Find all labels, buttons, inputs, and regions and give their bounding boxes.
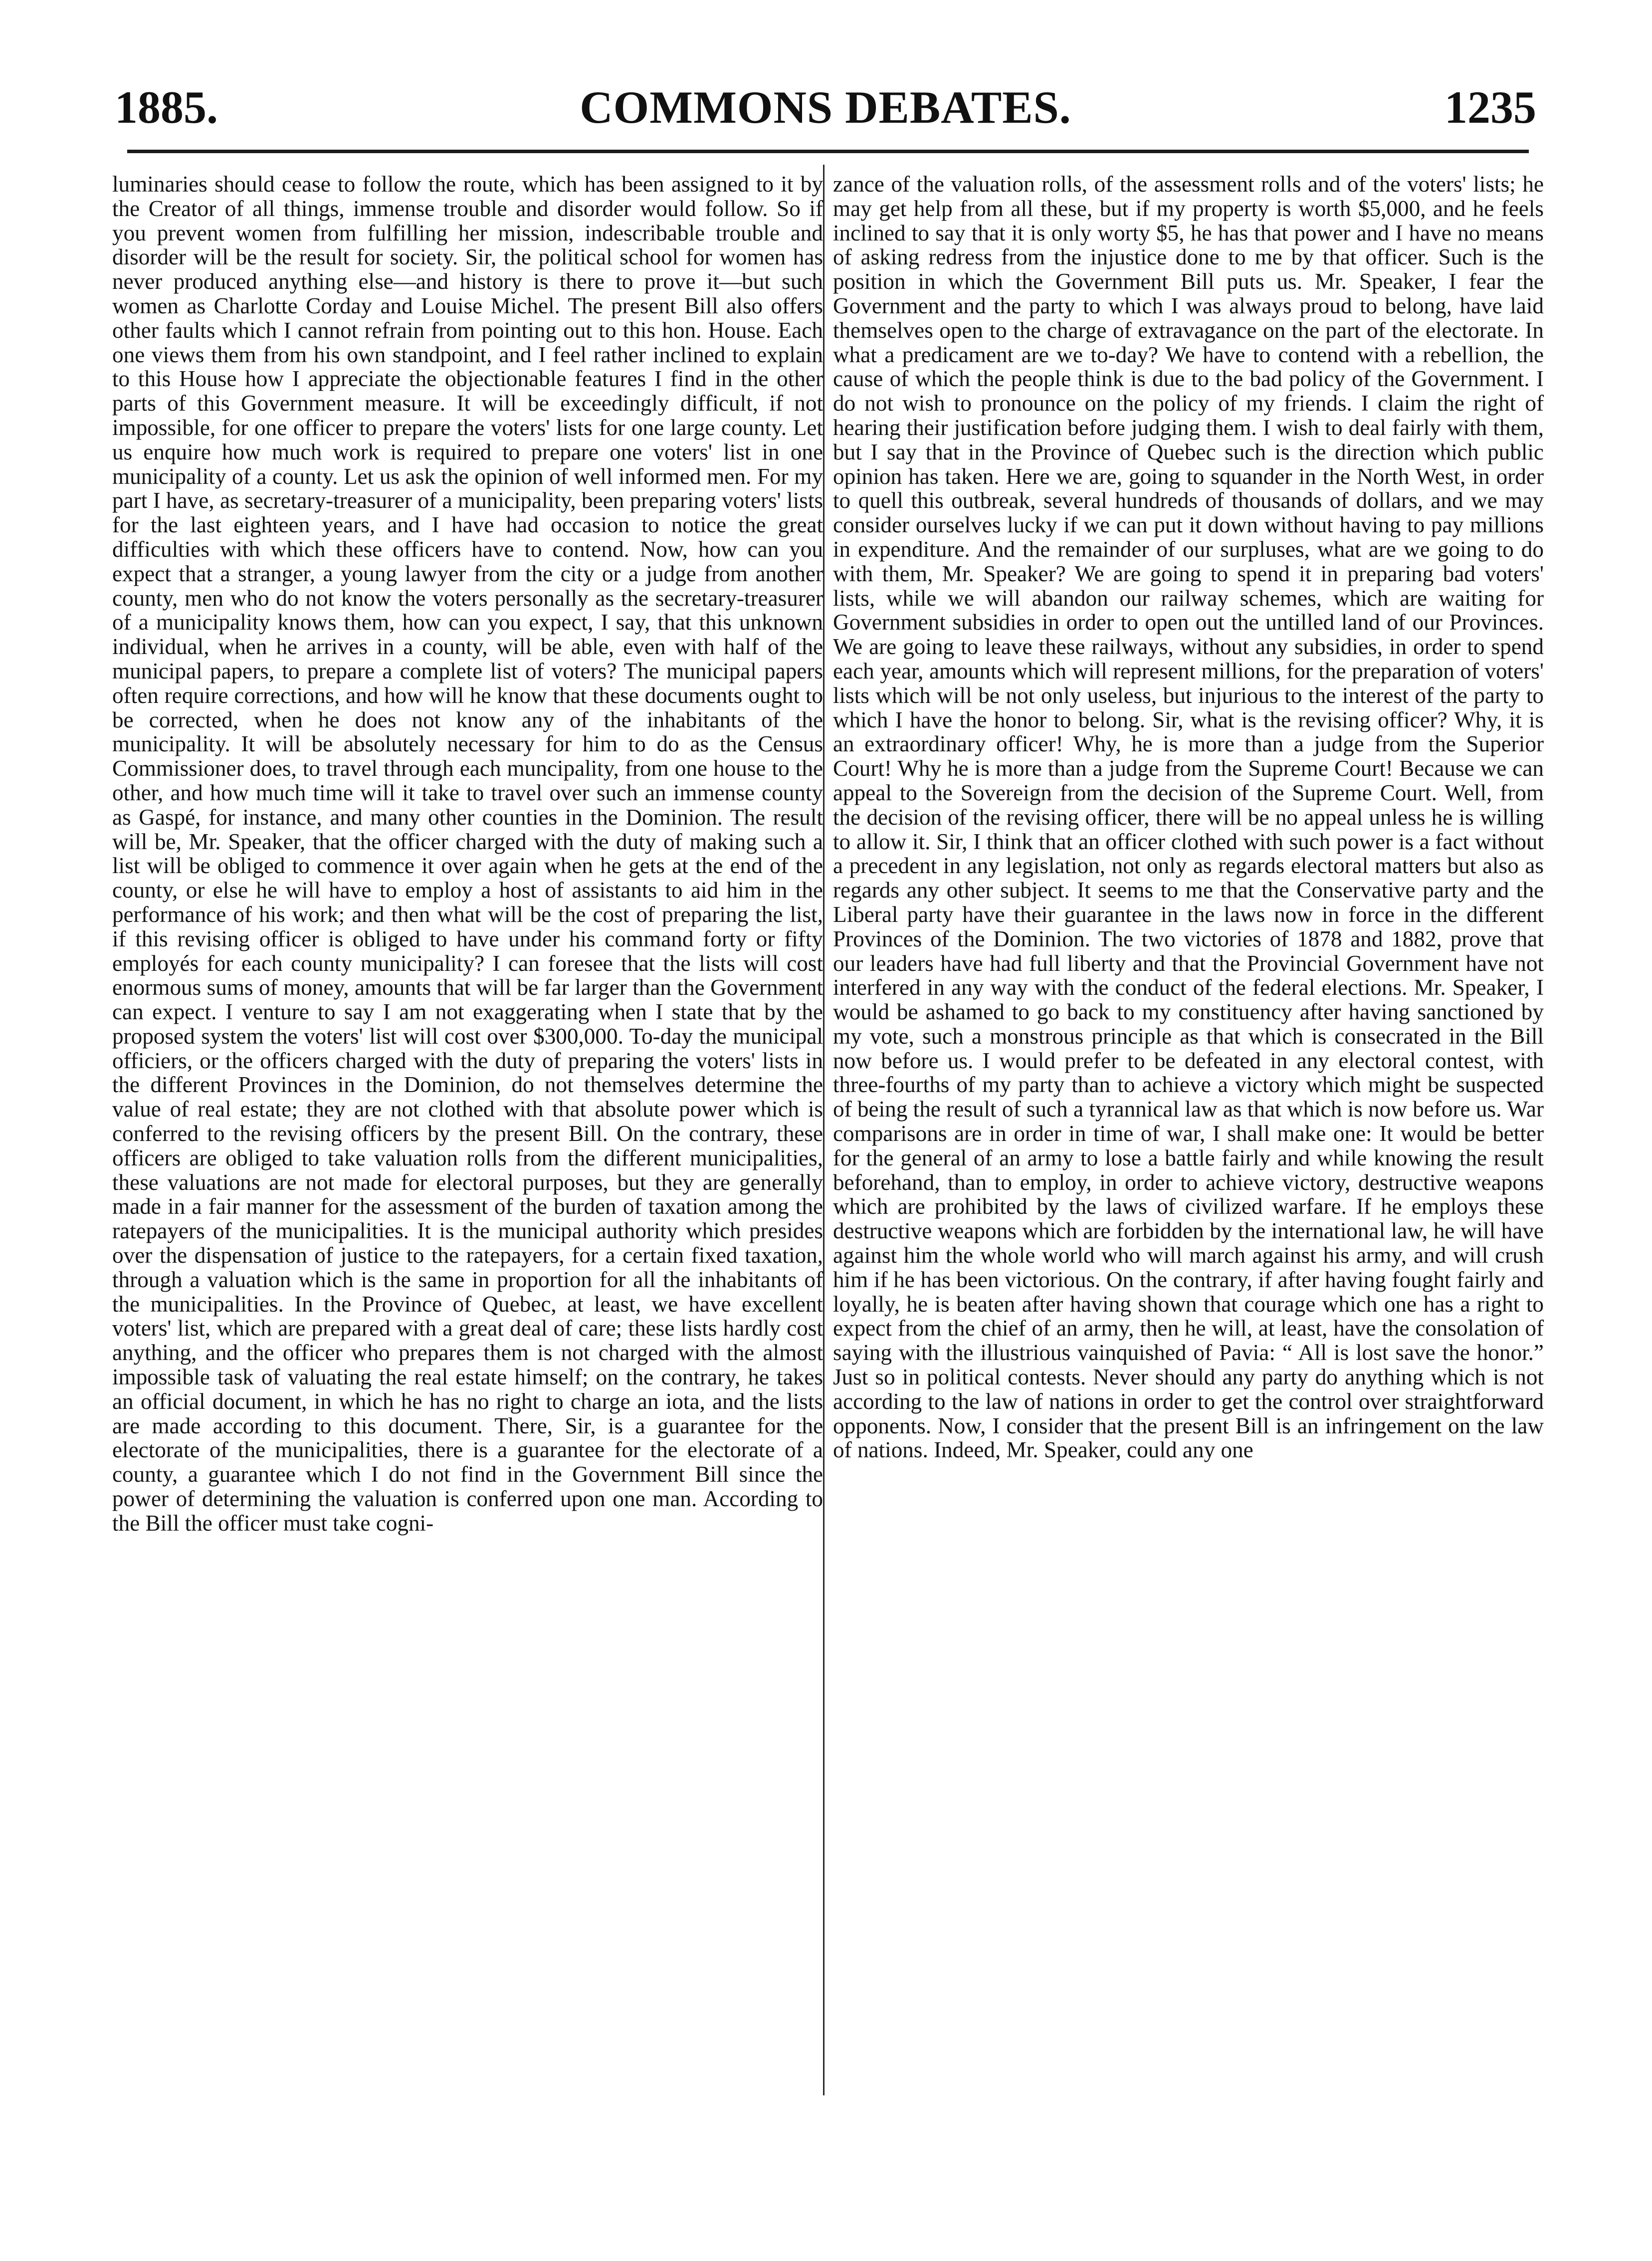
right-column-text: zance of the valuation rolls, of the assessment rolls and of the voters' lists; he may get help from all these, but if my property is worth $5,000, and he feels inclined to say that it is only worty $5, he has that power and I have no means of asking redress from the injustice done to me by that officer. Such is the position in which the Government Bill puts us. Mr. Speaker, I fear the Government and the party to which I was always proud to belong, have laid themselves open to the charge of extravagance on the part of the electorate. In what a predicament are we to-day? We have to contend with a rebellion, the cause of which the people think is due to the bad policy of the Government. I do not wish to pronounce on the policy of my friends. I claim the right of hearing their justification before judging them. I wish to deal fairly with them, but I say that in the Province of Quebec such is the direction which public opinion has taken. Here we are, going to squander in the North West, in order to quell this outbreak, several hundreds of thousands of dollars, and we may consider ourselves lucky if we can put it down without having to pay millions in expenditure. And the remainder of our surpluses, what are we going to do with them, Mr. Speaker? We are going to spend it in preparing bad voters' lists, while we will abandon our railway schemes, which are waiting for Government subsidies in order to open out the untilled land of our Provinces. We are going to leave these railways, without any subsidies, in order to spend each year, amounts which will represent millions, for the preparation of voters' lists which will be not only useless, but injurious to the interest of the party to which I have the honor to belong. Sir, what is the revising officer? Why, it is an extraordinary officer! Why, he is more than a judge from the Superior Court! Why he is more than a judge from the Supreme Court! Because we can appeal to the Sovereign from the decision of the Supreme Court. Well, from the decision of the revising officer, there will be no appeal unless he is willing to allow it. Sir, I think that an officer clothed with such power is a fact without a precedent in any legislation, not only as regards electoral matters but also as regards any other subject. It seems to me that the Conservative party and the Liberal party have their guarantee in the laws now in force in the different Provinces of the Dominion. The two victories of 1878 and 1882, prove that our leaders have had full liberty and that the Provincial Government have not interfered in any way with the conduct of the federal elections. Mr. Speaker, I would be ashamed to go back to my constituency after having sanctioned by my vote, such a monstrous principle as that which is consecrated in the Bill now before us. I would prefer to be defeated in any electoral contest, with three-fourths of my party than to achieve a victory which might be suspected of being the result of such a tyrannical law as that which is now before us. War comparisons are in order in time of war, I shall make one: It would be better for the general of an army to lose a battle fairly and while knowing the result beforehand, than to employ, in order to achieve victory, destructive weapons which are prohibited by the laws of civilized warfare. If he employs these destructive weapons which are forbidden by the international law, he will have against him the whole world who will march against his army, and will crush him if he has been victorious. On the contrary, if after having fought fairly and loyally, he is beaten after having shown that courage which one has a right to expect from the chief of an army, then he will, at least, have the consolation of saying with the illustrious vainquished of Pavia: “ All is lost save the honor.” Just so in political contests. Never should any party do anything which is not according to the law of nations in order to get the control over straightforward opponents. Now, I consider that the present Bill is an infringement on the law of nations. Indeed, Mr. Speaker, could any one	[833, 172, 1544, 1463]
header-title: COMMONS DEBATES.	[580, 82, 1071, 133]
header-page-number: 1235	[1445, 82, 1536, 133]
page-header	[115, 75, 1536, 140]
header-rule	[127, 150, 1529, 153]
right-column	[833, 172, 1544, 1462]
column-divider	[823, 165, 825, 2095]
left-column	[112, 172, 823, 1536]
header-year: 1885.	[115, 82, 218, 133]
left-column-text: luminaries should cease to follow the route, which has been assigned to it by the Creator of all things, immense trouble and disorder would follow. So if you prevent women from fulfilling her mission, indescribable trouble and disorder will be the result for society. Sir, the political school for women has never produced anything else—and history is there to prove it—but such women as Charlotte Corday and Louise Michel. The present Bill also offers other faults which I cannot refrain from pointing out to this hon. House. Each one views them from his own standpoint, and I feel rather inclined to explain to this House how I appreciate the objectionable features I find in the other parts of this Government measure. It will be exceedingly difficult, if not impossible, for one officer to prepare the voters' lists for one large county. Let us enquire how much work is required to prepare one voters' list in one municipality of a county. Let us ask the opinion of well informed men. For my part I have, as secretary-treasurer of a municipality, been preparing voters' lists for the last eighteen years, and I have had occasion to notice the great difficulties with which these officers have to contend. Now, how can you expect that a stranger, a young lawyer from the city or a judge from another county, men who do not know the voters personally as the secretary-treasurer of a municipality knows them, how can you expect, I say, that this unknown individual, when he arrives in a county, will be able, even with half of the municipal papers, to prepare a complete list of voters? The municipal papers often require corrections, and how will he know that these documents ought to be corrected, when he does not know any of the inhabitants of the municipality. It will be absolutely necessary for him to do as the Census Commissioner does, to travel through each muncipality, from one house to the other, and how much time will it take to travel over such an immense county as Gaspé, for instance, and many other counties in the Dominion. The result will be, Mr. Speaker, that the officer charged with the duty of making such a list will be obliged to commence it over again when he gets at the end of the county, or else he will have to employ a host of assistants to aid him in the performance of his work; and then what will be the cost of preparing the list, if this revising officer is obliged to have under his command forty or fifty employés for each county municipality? I can foresee that the lists will cost enormous sums of money, amounts that will be far larger than the Government can expect. I venture to say I am not exaggerating when I state that by the proposed system the voters' list will cost over $300,000. To-day the municipal officiers, or the officers charged with the duty of preparing the voters' lists in the different Provinces in the Dominion, do not themselves determine the value of real estate; they are not clothed with that absolute power which is conferred to the revising officers by the present Bill. On the contrary, these officers are obliged to take valuation rolls from the different municipalities, these valuations are not made for electoral purposes, but they are generally made in a fair manner for the assessment of the burden of taxation among the ratepayers of the municipalities. It is the municipal authority which presides over the dispensation of justice to the ratepayers, for a certain fixed taxation, through a valuation which is the same in proportion for all the inhabitants of the municipalities. In the Province of Quebec, at least, we have excellent voters' list, which are prepared with a great deal of care; these lists hardly cost anything, and the officer who prepares them is not charged with the almost impossible task of valuating the real estate himself; on the contrary, he takes an official document, in which he has no right to charge an iota, and the lists are made according to this document. There, Sir, is a guarantee for the electorate of the municipalities, there is a guarantee for the electorate of a county, a guarantee which I do not find in the Government Bill since the power of determining the valuation is conferred upon one man. According to the Bill the officer must take cogni-	[112, 172, 823, 1536]
